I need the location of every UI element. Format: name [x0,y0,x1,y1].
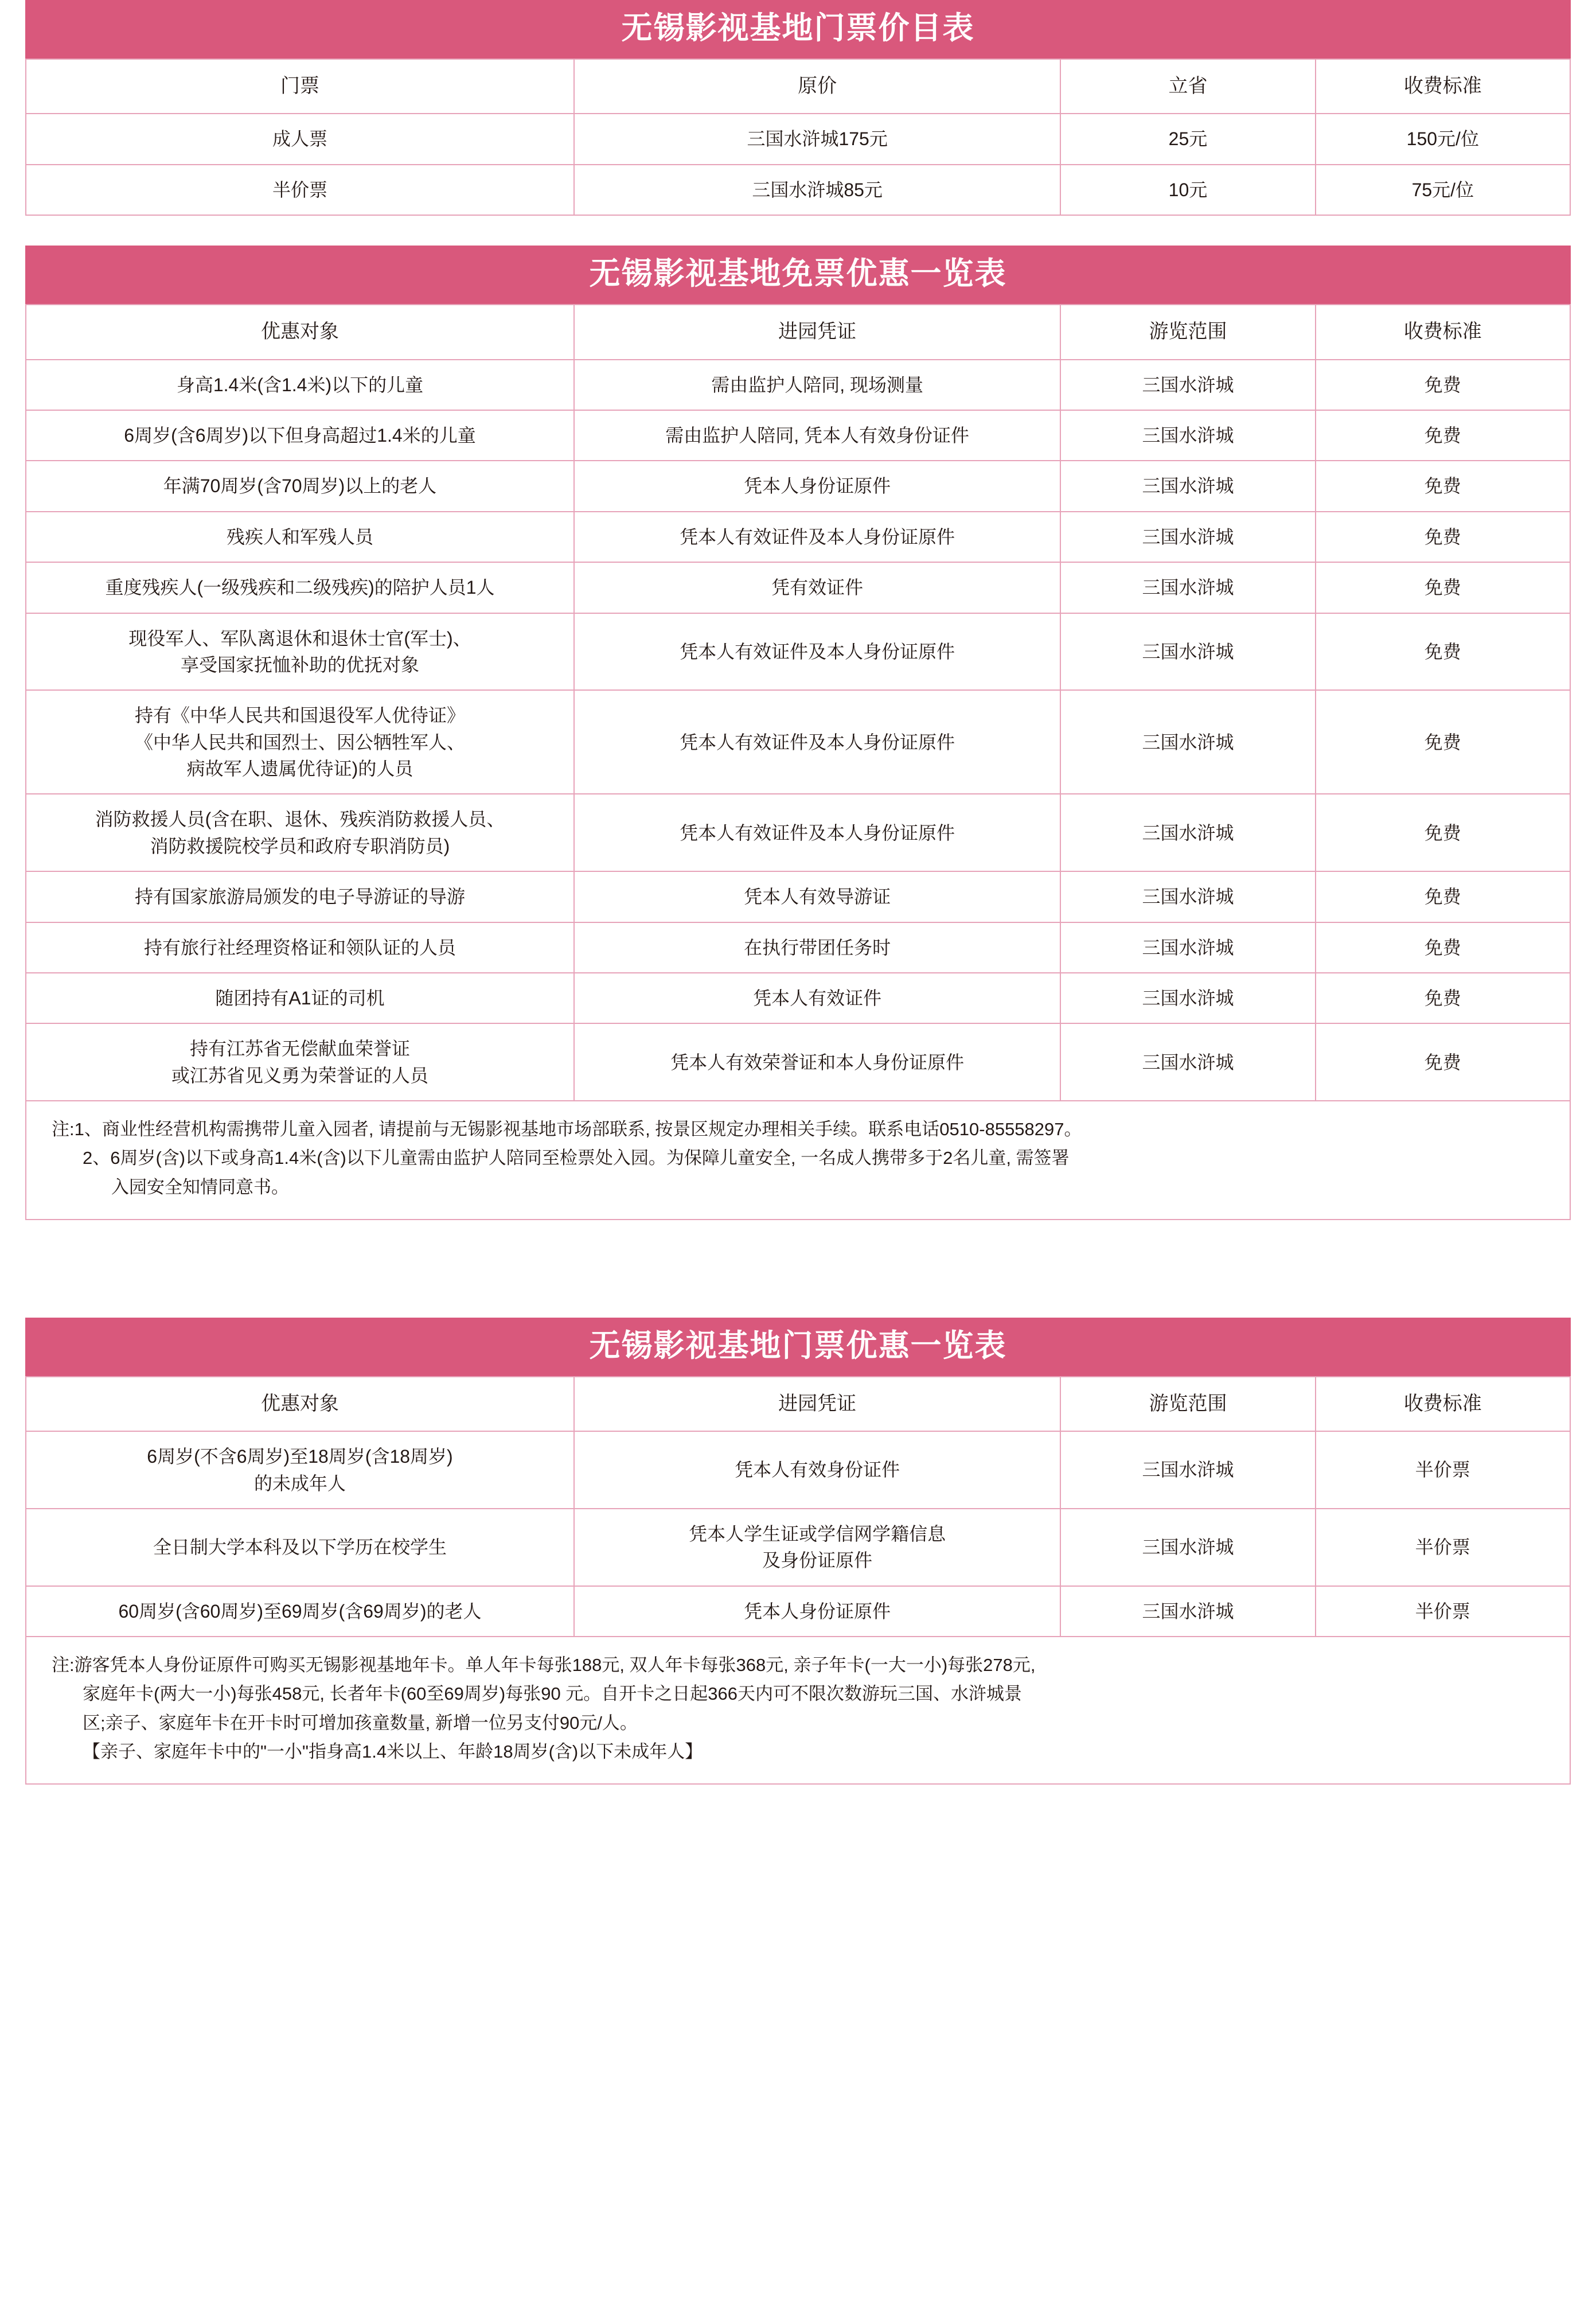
free-table-note-cell [26,1101,1570,1220]
table-row [26,690,1570,794]
cell-object: 6周岁(不含6周岁)至18周岁(含18周岁) 的未成年人 [26,1431,574,1509]
cell-fee: 半价票 [1316,1509,1570,1586]
cell-fee: 免费 [1316,871,1570,922]
cell-object: 重度残疾人(一级残疾和二级残疾)的陪护人员1人 [26,562,574,613]
table-row [26,922,1570,973]
note-line: 入园安全知情同意书。 [111,1177,289,1197]
table-row [26,1586,1570,1637]
cell-credential: 凭有效证件 [574,562,1060,613]
cell-scope: 三国水浒城 [1060,1023,1315,1101]
column-header-object: 优惠对象 [26,1377,574,1431]
price-table-title: 无锡影视基地门票价目表 [25,0,1571,59]
table-row [26,794,1570,871]
discount-table-body [26,1431,1570,1637]
cell-object: 全日制大学本科及以下学历在校学生 [26,1509,574,1586]
cell-fee: 免费 [1316,410,1570,461]
cell-scope: 三国水浒城 [1060,690,1315,794]
cell-credential: 凭本人学生证或学信网学籍信息 及身份证原件 [574,1509,1060,1586]
cell-fee: 75元/位 [1316,165,1570,215]
column-header-savings: 立省 [1060,59,1315,114]
table-row [26,613,1570,691]
table-row [26,562,1570,613]
cell-credential: 凭本人身份证原件 [574,1586,1060,1637]
column-header-fee: 收费标准 [1316,59,1570,114]
cell-scope: 三国水浒城 [1060,360,1315,410]
table-note-row [26,1101,1570,1220]
cell-scope: 三国水浒城 [1060,613,1315,691]
cell-scope: 三国水浒城 [1060,1431,1315,1509]
note-line: 家庭年卡(两大一小)每张458元, 长者年卡(60至69周岁)每张90 元。自开卡之日起366天内可不限次数游玩三国、水浒城景 [83,1684,1023,1704]
table-row [26,973,1570,1023]
discount-table-note-cell [26,1637,1570,1784]
cell-scope: 三国水浒城 [1060,461,1315,511]
cell-object: 持有《中华人民共和国退役军人优待证》 《中华人民共和国烈士、因公牺牲军人、 病故军人遗属优待证)的人员 [26,690,574,794]
discount-table-title: 无锡影视基地门票优惠一览表 [25,1318,1571,1376]
cell-object: 持有旅行社经理资格证和领队证的人员 [26,922,574,973]
free-table-note [26,1101,1570,1219]
cell-scope: 三国水浒城 [1060,871,1315,922]
free-table-title: 无锡影视基地免票优惠一览表 [25,246,1571,304]
cell-credential: 凭本人身份证原件 [574,461,1060,511]
column-header-scope: 游览范围 [1060,305,1315,359]
column-header-object: 优惠对象 [26,305,574,359]
free-admission-table [25,304,1571,1220]
section-spacer-large [17,1220,1579,1318]
cell-credential: 需由监护人陪同, 凭本人有效身份证件 [574,410,1060,461]
column-header-scope: 游览范围 [1060,1377,1315,1431]
note-line: 注:1、商业性经营机构需携带儿童入园者, 请提前与无锡影视基地市场部联系, 按景区规定办理相关手续。联系电话0510-85558297。 [52,1119,1082,1140]
cell-scope: 三国水浒城 [1060,562,1315,613]
cell-object: 60周岁(含60周岁)至69周岁(含69周岁)的老人 [26,1586,574,1637]
cell-fee: 免费 [1316,613,1570,691]
cell-fee: 150元/位 [1316,114,1570,164]
column-header-ticket: 门票 [26,59,574,114]
cell-fee: 半价票 [1316,1431,1570,1509]
cell-credential: 凭本人有效证件及本人身份证原件 [574,512,1060,562]
cell-original-price: 三国水浒城85元 [574,165,1060,215]
table-header-row [26,59,1570,114]
cell-savings: 25元 [1060,114,1315,164]
cell-fee: 免费 [1316,690,1570,794]
discount-table-note [26,1637,1570,1783]
table-row [26,512,1570,562]
table-row [26,1431,1570,1509]
free-admission-table-body [26,360,1570,1101]
cell-credential: 凭本人有效证件及本人身份证原件 [574,690,1060,794]
cell-object: 消防救援人员(含在职、退休、残疾消防救援人员、 消防救援院校学员和政府专职消防员) [26,794,574,871]
table-note-row [26,1637,1570,1784]
column-header-credential: 进园凭证 [574,1377,1060,1431]
cell-fee: 免费 [1316,794,1570,871]
table-row [26,165,1570,215]
cell-scope: 三国水浒城 [1060,512,1315,562]
cell-scope: 三国水浒城 [1060,973,1315,1023]
table-row [26,410,1570,461]
cell-scope: 三国水浒城 [1060,922,1315,973]
cell-object: 现役军人、军队离退休和退休士官(军士)、 享受国家抚恤补助的优抚对象 [26,613,574,691]
cell-fee: 半价票 [1316,1586,1570,1637]
note-line: 【亲子、家庭年卡中的"一小"指身高1.4米以上、年龄18周岁(含)以下未成年人】 [83,1741,703,1762]
cell-credential: 凭本人有效身份证件 [574,1431,1060,1509]
cell-original-price: 三国水浒城175元 [574,114,1060,164]
cell-object: 6周岁(含6周岁)以下但身高超过1.4米的儿童 [26,410,574,461]
cell-scope: 三国水浒城 [1060,1586,1315,1637]
cell-ticket: 成人票 [26,114,574,164]
table-row [26,871,1570,922]
cell-object: 身高1.4米(含1.4米)以下的儿童 [26,360,574,410]
section-spacer [17,216,1579,246]
table-row [26,1023,1570,1101]
table-row [26,360,1570,410]
cell-scope: 三国水浒城 [1060,1509,1315,1586]
column-header-fee: 收费标准 [1316,1377,1570,1431]
table-header-row [26,305,1570,359]
price-table [25,59,1571,216]
free-table-section [25,246,1571,1220]
discount-table-section [25,1318,1571,1785]
cell-fee: 免费 [1316,360,1570,410]
cell-fee: 免费 [1316,512,1570,562]
column-header-credential: 进园凭证 [574,305,1060,359]
cell-fee: 免费 [1316,562,1570,613]
cell-credential: 凭本人有效导游证 [574,871,1060,922]
cell-object: 残疾人和军残人员 [26,512,574,562]
cell-object: 年满70周岁(含70周岁)以上的老人 [26,461,574,511]
cell-object: 持有国家旅游局颁发的电子导游证的导游 [26,871,574,922]
column-header-original-price: 原价 [574,59,1060,114]
column-header-fee: 收费标准 [1316,305,1570,359]
cell-credential: 凭本人有效证件 [574,973,1060,1023]
table-row [26,461,1570,511]
cell-savings: 10元 [1060,165,1315,215]
cell-credential: 凭本人有效证件及本人身份证原件 [574,613,1060,691]
table-header-row [26,1377,1570,1431]
cell-ticket: 半价票 [26,165,574,215]
cell-fee: 免费 [1316,461,1570,511]
cell-credential: 需由监护人陪同, 现场测量 [574,360,1060,410]
cell-credential: 凭本人有效荣誉证和本人身份证原件 [574,1023,1060,1101]
cell-credential: 在执行带团任务时 [574,922,1060,973]
note-line: 注:游客凭本人身份证原件可购买无锡影视基地年卡。单人年卡每张188元, 双人年卡每张368元, 亲子年卡(一大一小)每张278元, [52,1655,1036,1676]
table-row [26,1509,1570,1586]
cell-credential: 凭本人有效证件及本人身份证原件 [574,794,1060,871]
cell-fee: 免费 [1316,1023,1570,1101]
cell-object: 持有江苏省无偿献血荣誉证 或江苏省见义勇为荣誉证的人员 [26,1023,574,1101]
note-line: 2、6周岁(含)以下或身高1.4米(含)以下儿童需由监护人陪同至检票处入园。为保障儿童安全, 一名成人携带多于2名儿童, 需签署 [83,1148,1070,1168]
table-row [26,114,1570,164]
price-table-section [25,0,1571,216]
cell-fee: 免费 [1316,973,1570,1023]
discount-table [25,1376,1571,1785]
note-line: 区;亲子、家庭年卡在开卡时可增加孩童数量, 新增一位另支付90元/人。 [83,1712,638,1733]
cell-object: 随团持有A1证的司机 [26,973,574,1023]
cell-scope: 三国水浒城 [1060,410,1315,461]
cell-fee: 免费 [1316,922,1570,973]
cell-scope: 三国水浒城 [1060,794,1315,871]
